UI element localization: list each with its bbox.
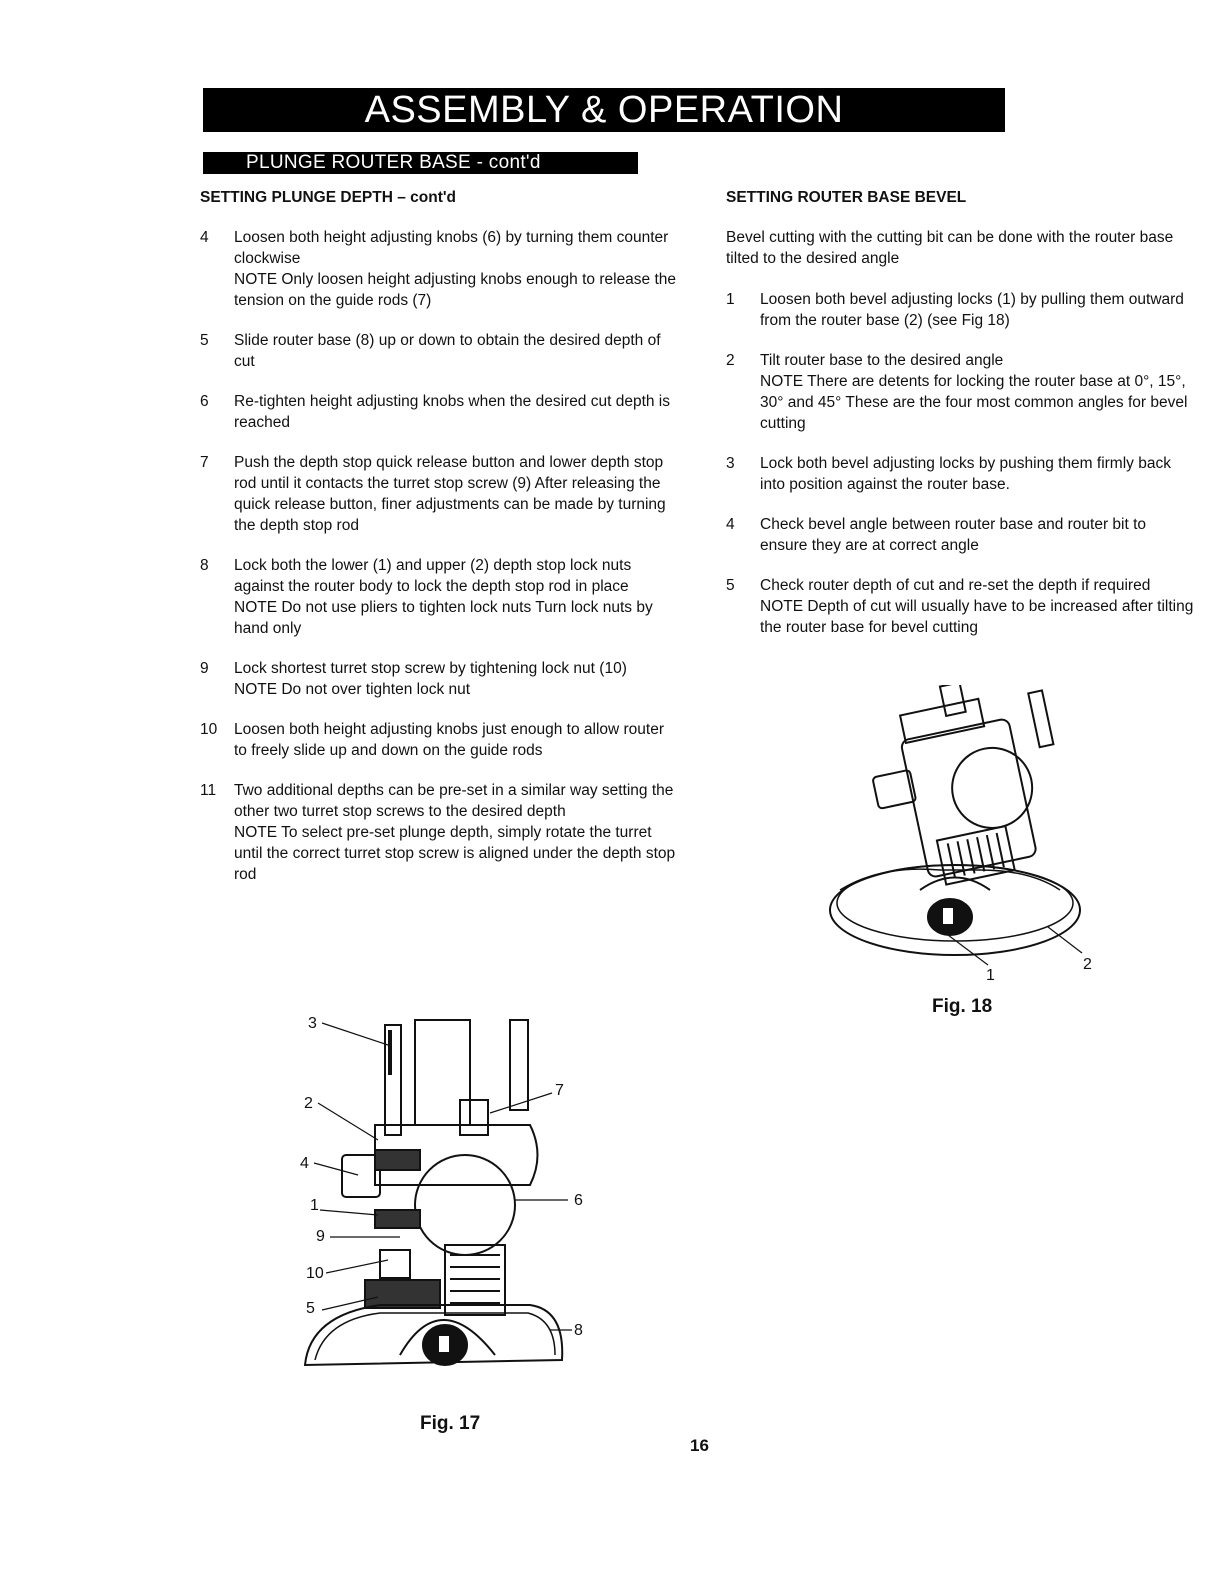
step-note: NOTE Do not over tighten lock nut [234,681,471,698]
step-number: 2 [726,352,735,369]
fig-17-callout-3: 3 [308,1015,317,1032]
left-subheading: SETTING PLUNGE DEPTH – cont'd [200,189,457,206]
step-text: Check router depth of cut and re-set the depth if required [760,577,1151,594]
step-text: Loosen both height adjusting knobs just enough to allow router to freely slide up and down on the guide rods [234,721,664,759]
right-column [726,187,1196,657]
step-7 [200,452,680,536]
step-4 [200,227,680,311]
step-text: Loosen both bevel adjusting locks (1) by pulling them outward from the router base (2) (see Fig 18) [760,291,1184,329]
fig-17-callout-5: 5 [306,1300,315,1317]
bevel-step-3 [726,453,1196,495]
step-text: Two additional depths can be pre-set in a similar way setting the other two turret stop screws to the desired depth [234,782,674,820]
step-9 [200,658,680,700]
step-text: Lock shortest turret stop screw by tightening lock nut (10) [234,660,627,677]
step-number: 6 [200,393,209,410]
bevel-step-1 [726,289,1196,331]
step-text: Slide router base (8) up or down to obtain the desired depth of cut [234,332,661,370]
fig-18-callout-2: 2 [1083,956,1092,973]
step-note: NOTE Depth of cut will usually have to be increased after tilting the router base for bevel cutting [760,598,1194,636]
fig-18-caption: Fig. 18 [932,996,993,1017]
right-intro: Bevel cutting with the cutting bit can be done with the router base tilted to the desired angle [726,229,1174,267]
step-number: 5 [726,577,735,594]
fig-17-callout-4: 4 [300,1155,309,1172]
step-note: NOTE Only loosen height adjusting knobs enough to release the tension on the guide rods (7) [234,271,677,309]
step-text: Re-tighten height adjusting knobs when the desired cut depth is reached [234,393,671,431]
bevel-step-5 [726,575,1196,638]
fig-17-callout-6: 6 [574,1192,583,1209]
step-text: Check bevel angle between router base and router bit to ensure they are at correct angle [760,516,1147,554]
left-column [200,187,680,904]
fig-17-callout-7: 7 [555,1082,564,1099]
step-number: 7 [200,454,209,471]
fig-17-illustration [300,1015,600,1390]
step-number: 10 [200,721,218,738]
bevel-step-4 [726,514,1196,556]
fig-17-callout-1: 1 [310,1197,319,1214]
step-5 [200,330,680,372]
fig-17-callout-8: 8 [574,1322,583,1339]
step-6 [200,391,680,433]
step-note: NOTE To select pre-set plunge depth, simply rotate the turret until the correct turret stop screw is aligned under the depth stop rod [234,824,676,883]
fig-17-caption: Fig. 17 [420,1413,481,1434]
step-number: 11 [200,782,217,799]
fig-18-callout-1: 1 [986,967,995,984]
step-number: 4 [726,516,735,533]
step-text: Lock both the lower (1) and upper (2) depth stop lock nuts against the router body to lock the depth stop rod in place [234,557,632,595]
step-10 [200,719,680,761]
step-number: 1 [726,291,735,308]
right-subheading: SETTING ROUTER BASE BEVEL [726,189,967,206]
step-text: Lock both bevel adjusting locks by pushing them firmly back into position against the router base. [760,455,1171,493]
fig-17-callout-10: 10 [306,1265,324,1282]
page-banner: ASSEMBLY & OPERATION [203,88,1005,132]
fig-17-callout-2: 2 [304,1095,313,1112]
step-number: 4 [200,229,209,246]
step-text: Push the depth stop quick release button and lower depth stop rod until it contacts the turret stop screw (9) After releasing the quick release button, finer adjustments can be made by turning the depth stop rod [234,454,666,534]
step-text: Tilt router base to the desired angle [760,352,1004,369]
fig-18-illustration [820,685,1110,995]
page-number: 16 [690,1436,709,1455]
step-number: 3 [726,455,735,472]
step-11 [200,780,680,885]
step-number: 9 [200,660,209,677]
step-number: 8 [200,557,209,574]
step-note: NOTE Do not use pliers to tighten lock nuts Turn lock nuts by hand only [234,599,653,637]
bevel-step-2 [726,350,1196,434]
step-8 [200,555,680,639]
step-text: Loosen both height adjusting knobs (6) by turning them counter clockwise [234,229,669,267]
fig-17-callout-9: 9 [316,1228,325,1245]
step-number: 5 [200,332,209,349]
section-title: PLUNGE ROUTER BASE - cont'd [203,152,638,174]
step-note: NOTE There are detents for locking the router base at 0°, 15°, 30° and 45° These are the four most common angles for bevel cutting [760,373,1188,432]
